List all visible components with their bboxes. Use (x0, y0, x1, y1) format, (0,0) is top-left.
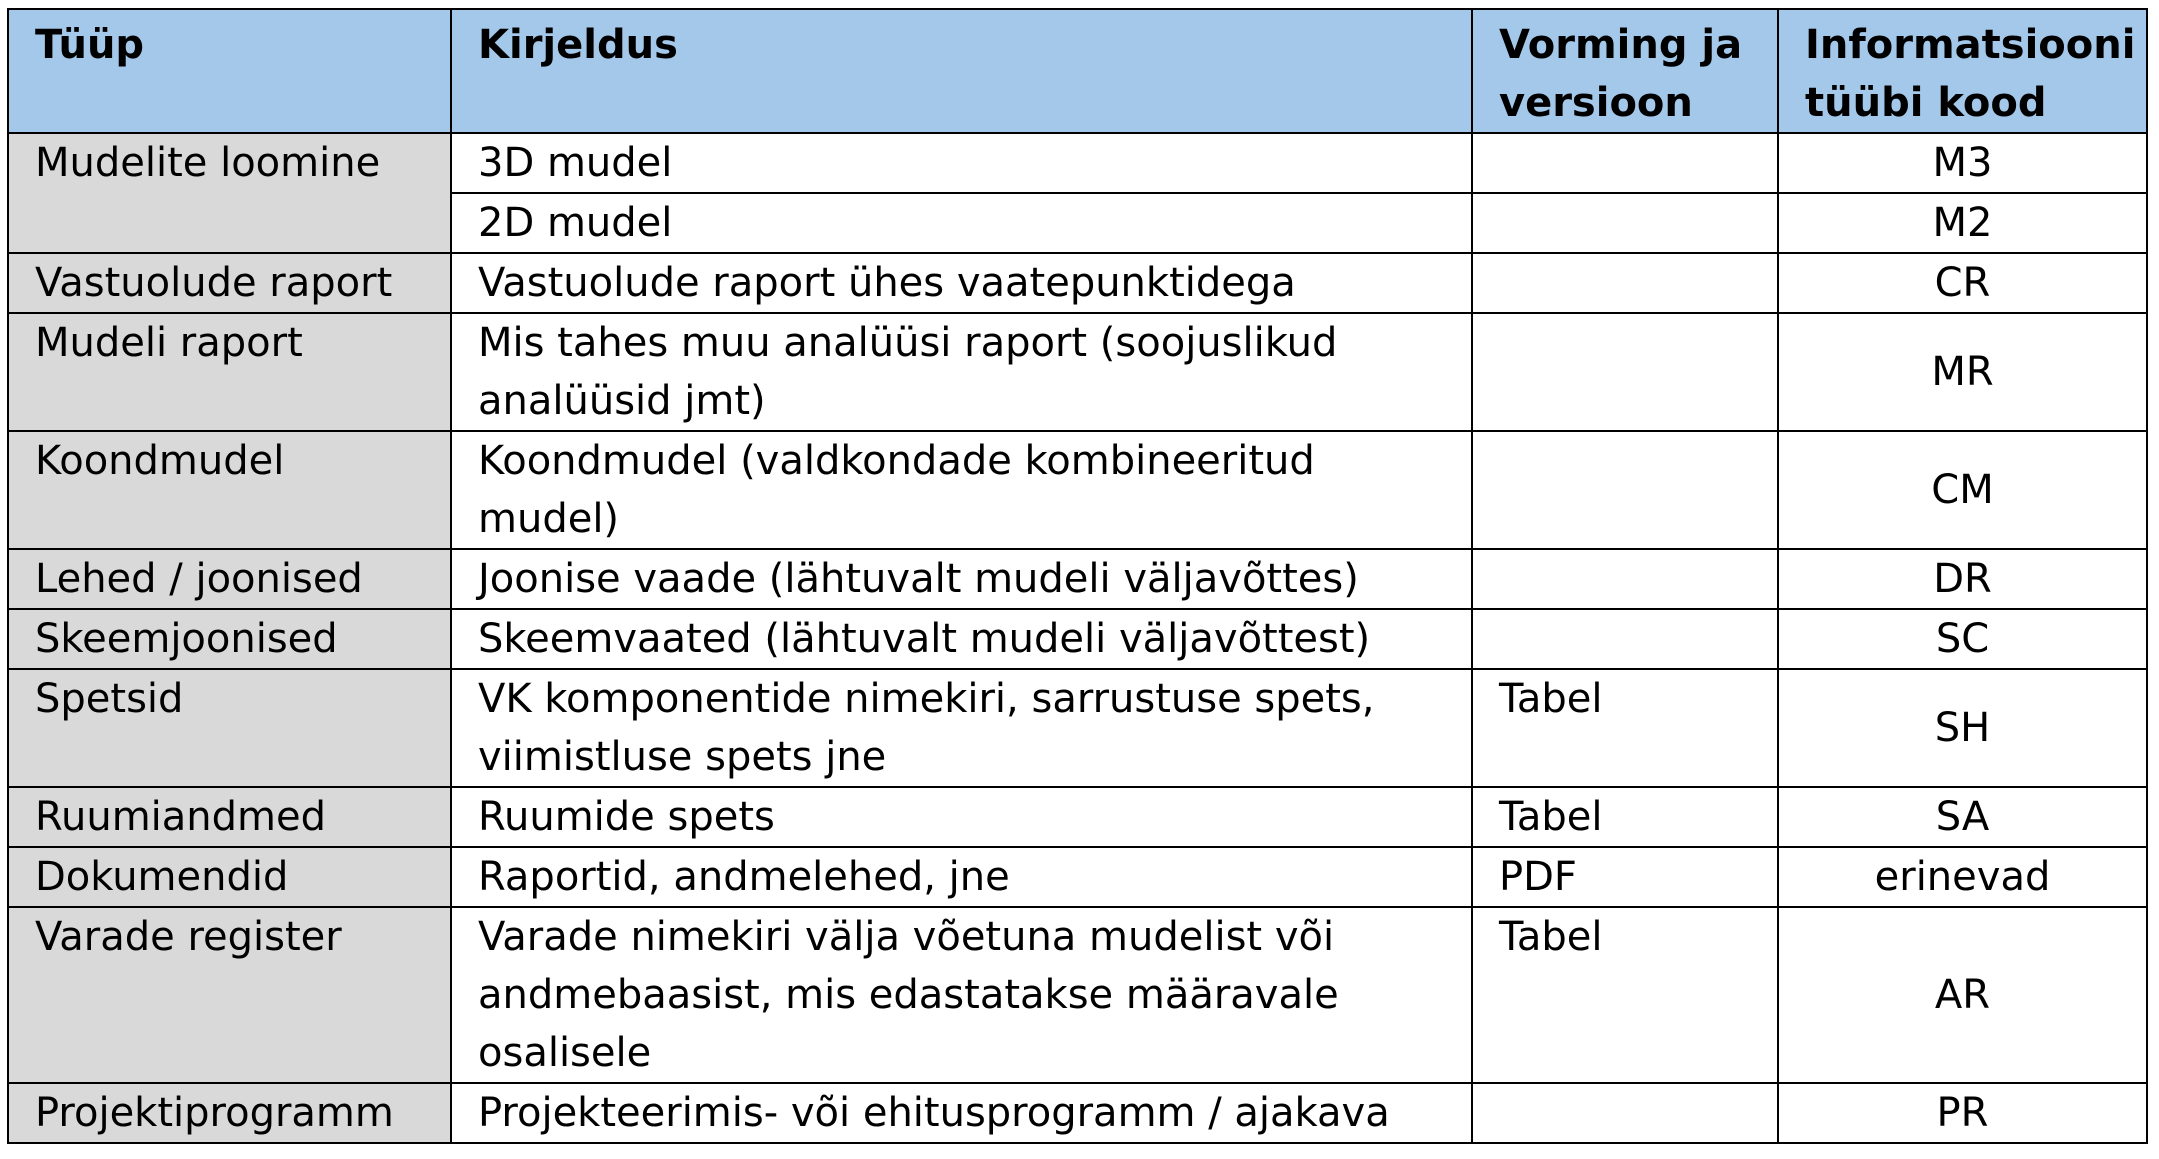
table-row (8, 1083, 2147, 1143)
row-type-cell: Skeemjoonised (8, 609, 451, 669)
row-type-cell: Vastuolude raport (8, 253, 451, 313)
row-description-cell: Skeemvaated (lähtuvalt mudeli väljavõttest) (451, 609, 1472, 669)
row-type-cell: Spetsid (8, 669, 451, 787)
row-description-cell: Raportid, andmelehed, jne (451, 847, 1472, 907)
row-description-cell: 3D mudel (451, 133, 1472, 193)
table-row (8, 907, 2147, 1083)
row-format-cell (1472, 193, 1778, 253)
information-types-table (7, 8, 2148, 1144)
row-code-cell: SH (1778, 669, 2147, 787)
row-format-cell: Tabel (1472, 907, 1778, 1083)
row-format-cell (1472, 313, 1778, 431)
header-code: Informatsiooni tüübi kood (1778, 9, 2147, 133)
row-type-cell: Koondmudel (8, 431, 451, 549)
row-code-cell: M2 (1778, 193, 2147, 253)
row-code-cell: erinevad (1778, 847, 2147, 907)
table-row (8, 431, 2147, 549)
row-description-cell: Projekteerimis- või ehitusprogramm / ajakava (451, 1083, 1472, 1143)
row-description-cell: Ruumide spets (451, 787, 1472, 847)
header-type: Tüüp (8, 9, 451, 133)
table-header (8, 9, 2147, 133)
header-row (8, 9, 2147, 133)
row-description-cell: Joonise vaade (lähtuvalt mudeli väljavõttes) (451, 549, 1472, 609)
row-format-cell (1472, 133, 1778, 193)
row-format-cell: Tabel (1472, 787, 1778, 847)
row-description-cell: Vastuolude raport ühes vaatepunktidega (451, 253, 1472, 313)
row-description-cell: Mis tahes muu analüüsi raport (soojuslikud analüüsid jmt) (451, 313, 1472, 431)
row-format-cell (1472, 1083, 1778, 1143)
table-row (8, 549, 2147, 609)
table-row (8, 787, 2147, 847)
row-format-cell: Tabel (1472, 669, 1778, 787)
row-description-cell: Varade nimekiri välja võetuna mudelist või andmebaasist, mis edastatakse määravale osalisele (451, 907, 1472, 1083)
row-description-cell: Koondmudel (valdkondade kombineeritud mudel) (451, 431, 1472, 549)
table-body (8, 133, 2147, 1143)
row-code-cell: CR (1778, 253, 2147, 313)
row-type-cell: Mudelite loomine (8, 133, 451, 253)
table-row (8, 847, 2147, 907)
table-row (8, 669, 2147, 787)
row-code-cell: M3 (1778, 133, 2147, 193)
row-type-cell: Ruumiandmed (8, 787, 451, 847)
row-format-cell (1472, 253, 1778, 313)
table-row (8, 133, 2147, 193)
row-code-cell: MR (1778, 313, 2147, 431)
row-description-cell: VK komponentide nimekiri, sarrustuse spets, viimistluse spets jne (451, 669, 1472, 787)
row-code-cell: PR (1778, 1083, 2147, 1143)
table-row (8, 253, 2147, 313)
table-row (8, 313, 2147, 431)
row-format-cell: PDF (1472, 847, 1778, 907)
row-type-cell: Dokumendid (8, 847, 451, 907)
row-format-cell (1472, 609, 1778, 669)
row-code-cell: DR (1778, 549, 2147, 609)
row-type-cell: Lehed / joonised (8, 549, 451, 609)
header-format: Vorming ja versioon (1472, 9, 1778, 133)
row-format-cell (1472, 549, 1778, 609)
row-type-cell: Projektiprogramm (8, 1083, 451, 1143)
row-type-cell: Varade register (8, 907, 451, 1083)
row-format-cell (1472, 431, 1778, 549)
row-code-cell: SA (1778, 787, 2147, 847)
row-code-cell: AR (1778, 907, 2147, 1083)
header-description: Kirjeldus (451, 9, 1472, 133)
table-row (8, 609, 2147, 669)
row-type-cell: Mudeli raport (8, 313, 451, 431)
row-code-cell: CM (1778, 431, 2147, 549)
row-code-cell: SC (1778, 609, 2147, 669)
row-description-cell: 2D mudel (451, 193, 1472, 253)
